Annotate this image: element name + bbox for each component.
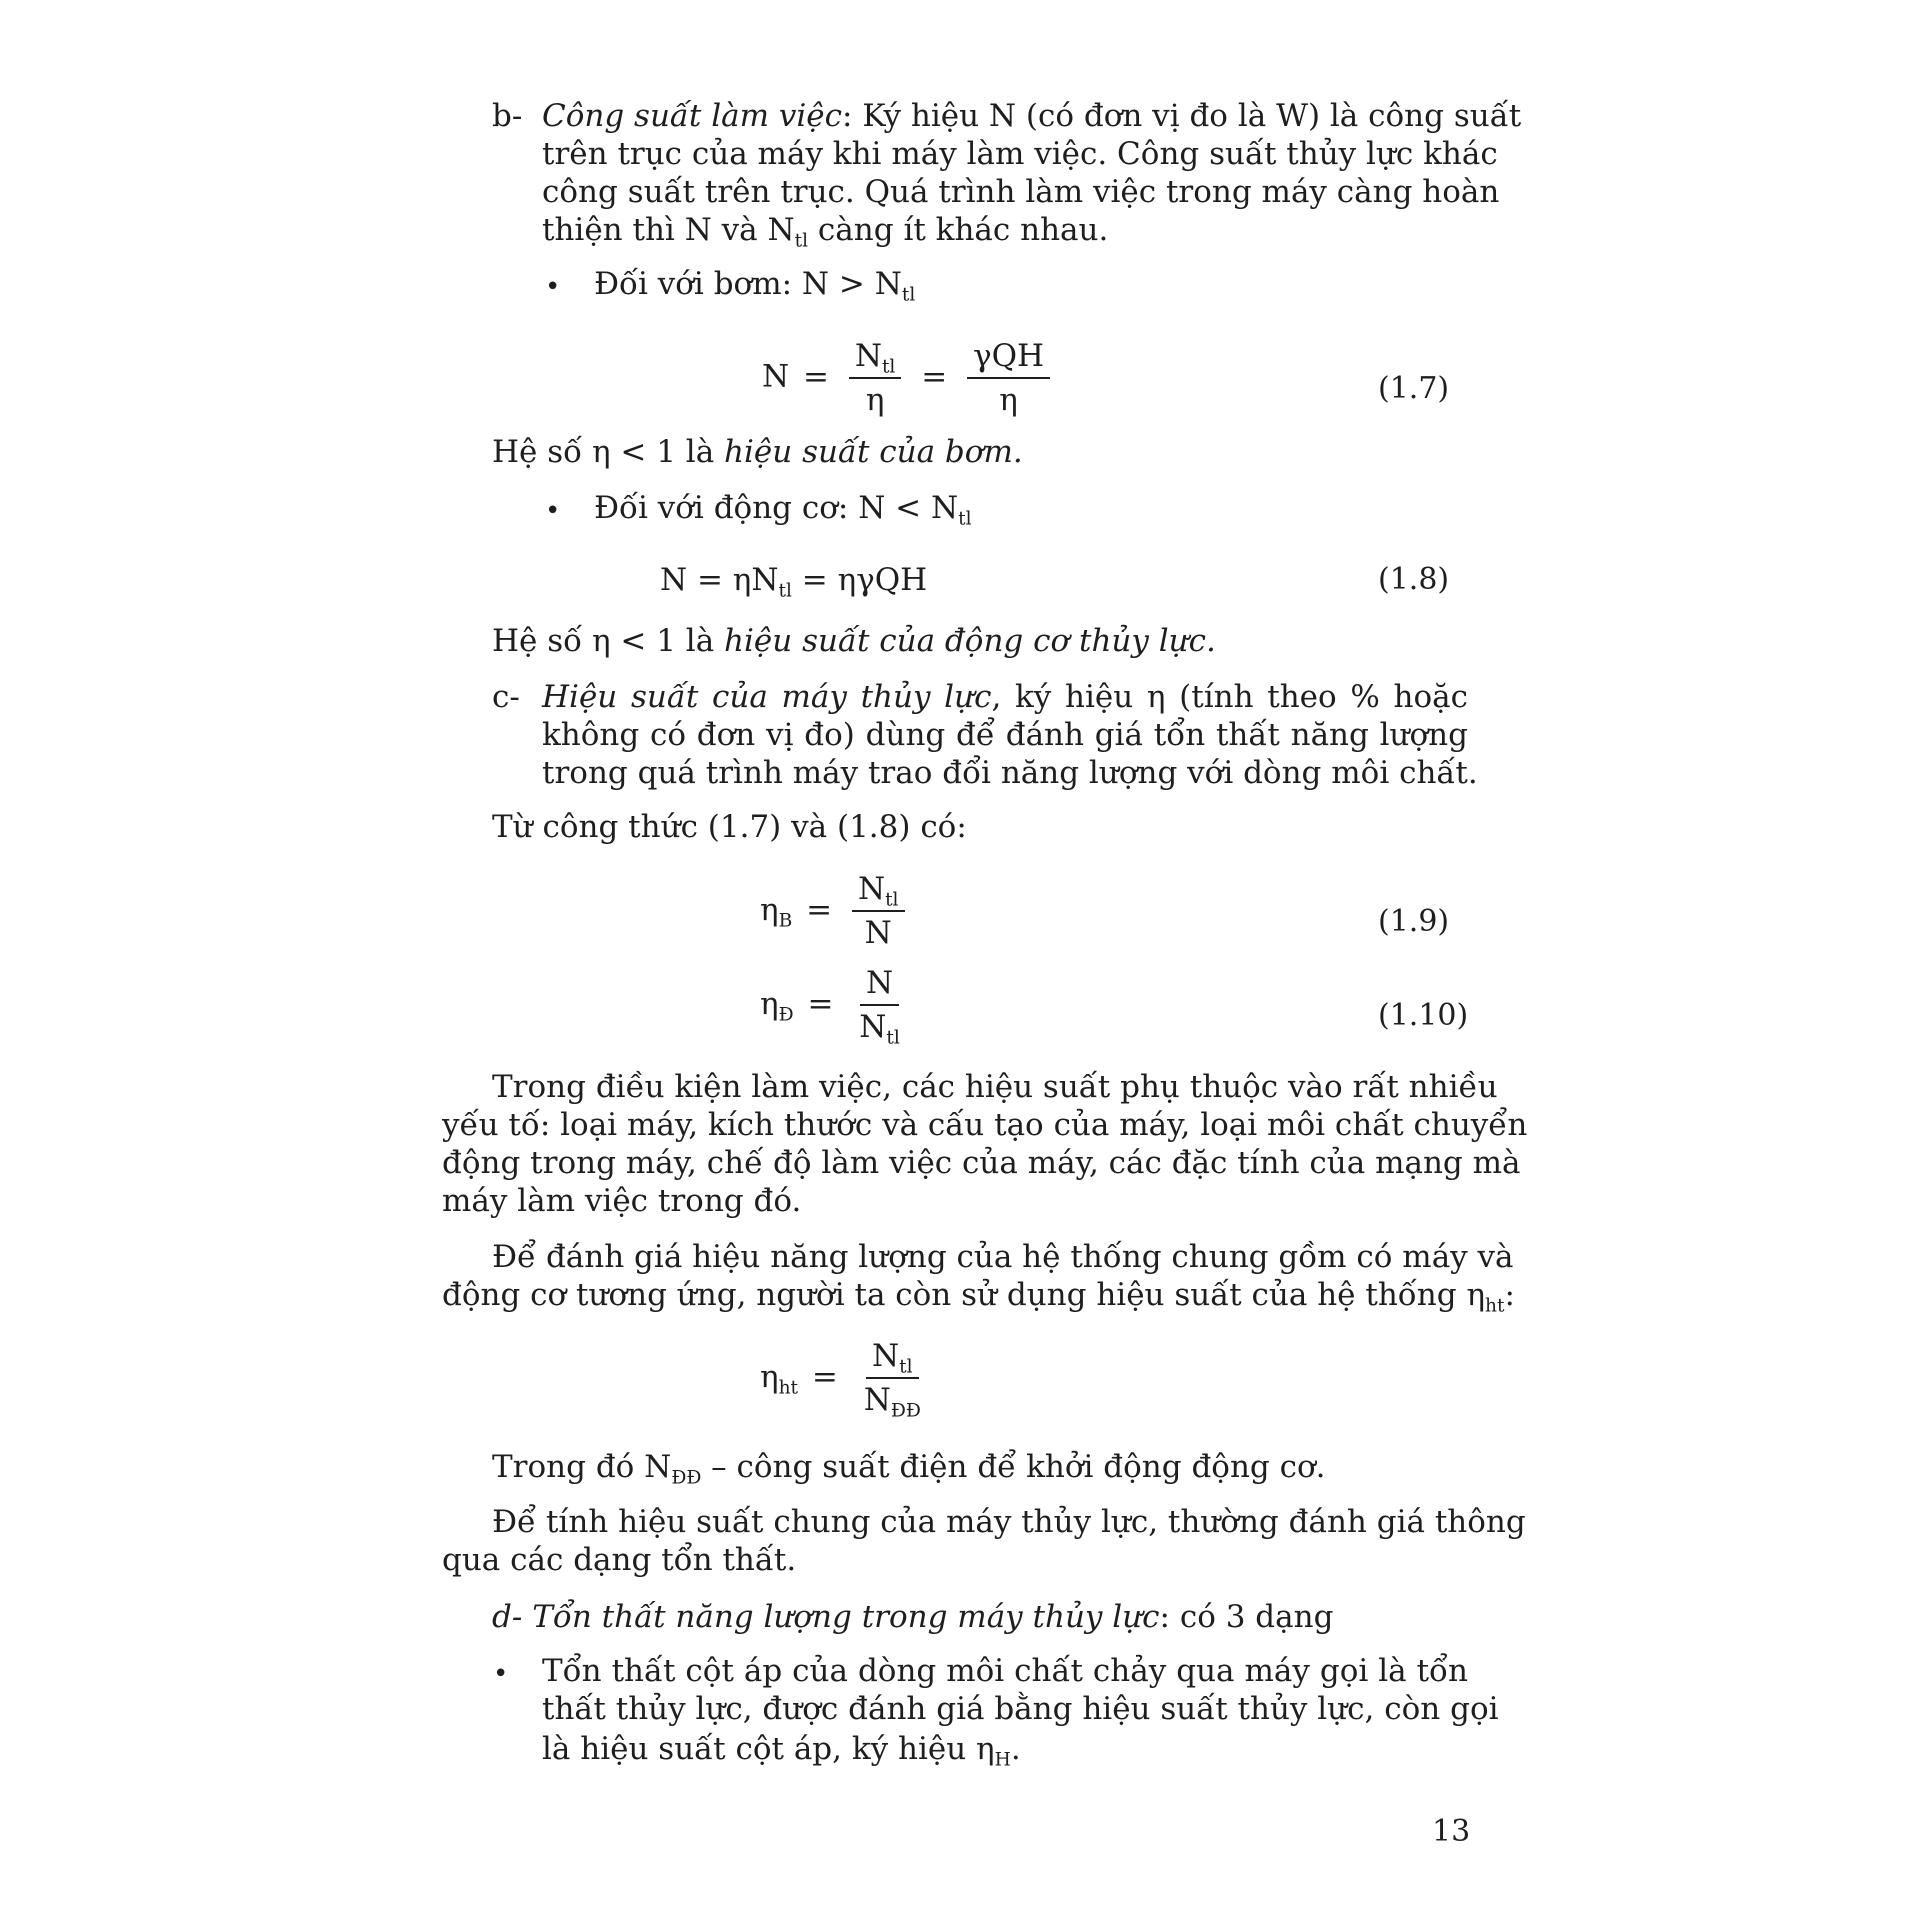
eq-1-9-num bbox=[852, 868, 905, 912]
para-2-line-2-b: : bbox=[1504, 1277, 1515, 1313]
eq-ht-den bbox=[858, 1379, 927, 1421]
page-number: 13 bbox=[1432, 1814, 1471, 1849]
eq-1-9-lhs-sub: B bbox=[778, 910, 793, 931]
eq-1-10-den-sub: tl bbox=[886, 1027, 900, 1049]
para-1-line-1: Trong điều kiện làm việc, các hiệu suất phụ thuộc vào rất nhiều bbox=[492, 1069, 1498, 1105]
eq-1-8-sub: tl bbox=[778, 580, 792, 602]
where-b: – công suất điện để khởi động động cơ. bbox=[701, 1449, 1326, 1485]
eq-1-10-den bbox=[853, 1006, 906, 1048]
note-pump-text: Hệ số η < 1 là bbox=[492, 434, 725, 470]
bullet-pump-text bbox=[594, 265, 916, 306]
eq-ht-lhs-eta: η bbox=[760, 1358, 779, 1395]
equation-ht bbox=[760, 1335, 933, 1421]
eq-1-7-equals-1: = bbox=[802, 358, 829, 395]
eq-1-9-num-n: N bbox=[857, 871, 886, 907]
eq-ht-den-n: N bbox=[863, 1382, 891, 1418]
eq-1-10-den-n: N bbox=[859, 1009, 887, 1045]
para-2-line-2 bbox=[442, 1276, 1515, 1317]
note-motor bbox=[492, 622, 1216, 660]
eq-1-9-equals: = bbox=[806, 891, 833, 928]
eq-ht-den-sub: ĐĐ bbox=[890, 1400, 921, 1422]
eq-ht-lhs-sub: ht bbox=[778, 1377, 799, 1398]
note-motor-italic: hiệu suất của động cơ thủy lực. bbox=[724, 623, 1216, 659]
bullet-pump-main: Đối với bơm: N > N bbox=[594, 266, 902, 302]
bullet-loss-line-3-sub: H bbox=[994, 1749, 1011, 1771]
eq-ht-lhs bbox=[760, 1358, 799, 1398]
bullet-loss-line-2: thất thủy lực, được đánh giá bằng hiệu suất thủy lực, còn gọi bbox=[542, 1691, 1499, 1727]
eq-ht-fraction bbox=[858, 1335, 927, 1421]
section-d-rest: : có 3 dạng bbox=[1159, 1599, 1334, 1635]
equation-1-8-number: (1.8) bbox=[1378, 562, 1450, 597]
section-c-label: c- bbox=[492, 679, 520, 715]
eq-ht-num bbox=[866, 1335, 919, 1379]
section-c-line-2: không có đơn vị đo) dùng để đánh giá tổn thất năng lượng bbox=[542, 717, 1468, 753]
where-sub: ĐĐ bbox=[671, 1467, 702, 1489]
para-3-line-1: Để tính hiệu suất chung của máy thủy lực, thường đánh giá thông bbox=[492, 1504, 1526, 1540]
bullet-loss-line-3-b: . bbox=[1010, 1731, 1021, 1767]
bullet-motor-dot: • bbox=[545, 496, 561, 526]
equation-1-9-number: (1.9) bbox=[1378, 904, 1450, 939]
section-c-title: Hiệu suất của máy thủy lực bbox=[542, 679, 992, 715]
para-1-line-3: động trong máy, chế độ làm việc của máy, các đặc tính của mạng mà bbox=[442, 1145, 1521, 1181]
equation-1-10-number: (1.10) bbox=[1378, 998, 1469, 1033]
note-pump-italic: hiệu suất của bơm. bbox=[724, 434, 1023, 470]
para-2-line-2-sub: ht bbox=[1485, 1295, 1505, 1317]
bullet-loss-line-3 bbox=[542, 1730, 1021, 1771]
eq-1-10-lhs-sub: Đ bbox=[778, 1004, 794, 1025]
eq-ht-equals: = bbox=[811, 1358, 838, 1395]
bullet-loss-dot: • bbox=[493, 1659, 509, 1689]
where-a: Trong đó N bbox=[492, 1449, 672, 1485]
eq-1-7-lhs: N bbox=[762, 358, 790, 395]
eq-1-9-lhs bbox=[760, 891, 793, 931]
eq-1-7-equals-2: = bbox=[921, 358, 948, 395]
eq-1-10-equals: = bbox=[807, 985, 834, 1022]
eq-1-8-b: = ηγQH bbox=[791, 562, 928, 598]
eq-ht-num-n: N bbox=[872, 1338, 900, 1374]
section-b-line-1-text: : Ký hiệu N (có đơn vị đo là W) là công suất bbox=[842, 98, 1522, 134]
para-2-line-1: Để đánh giá hiệu năng lượng của hệ thống chung gồm có máy và bbox=[492, 1239, 1514, 1275]
section-b-line-4-b: càng ít khác nhau. bbox=[808, 212, 1109, 248]
bullet-motor-sub: tl bbox=[958, 508, 972, 530]
eq-1-7-fraction-1 bbox=[849, 335, 902, 421]
note-motor-text: Hệ số η < 1 là bbox=[492, 623, 725, 659]
eq-1-7-frac-1-num-n: N bbox=[854, 338, 882, 374]
eq-1-9-num-sub: tl bbox=[885, 889, 899, 911]
para-3-line-2: qua các dạng tổn thất. bbox=[442, 1542, 797, 1578]
para-1-line-4: máy làm việc trong đó. bbox=[442, 1183, 802, 1219]
section-d bbox=[492, 1598, 1333, 1636]
equation-1-8 bbox=[660, 561, 928, 602]
note-pump bbox=[492, 433, 1023, 471]
section-b-title: Công suất làm việc bbox=[542, 98, 843, 134]
eq-1-9-fraction bbox=[852, 868, 905, 954]
bullet-motor-text bbox=[594, 489, 972, 530]
bullet-pump-dot: • bbox=[545, 272, 561, 302]
eq-1-9-den: N bbox=[864, 915, 892, 951]
section-b-label: b- bbox=[492, 98, 523, 134]
para-1-line-2: yếu tố: loại máy, kích thước và cấu tạo của máy, loại môi chất chuyển bbox=[442, 1107, 1528, 1143]
bullet-loss-line-3-a: là hiệu suất cột áp, ký hiệu η bbox=[542, 1731, 995, 1767]
eq-1-7-frac-2-den: η bbox=[999, 382, 1018, 418]
section-b-line-3: công suất trên trục. Quá trình làm việc trong máy càng hoàn bbox=[542, 174, 1500, 210]
eq-1-7-fraction-2 bbox=[967, 335, 1050, 421]
section-b-line-4-a: thiện thì N và N bbox=[542, 212, 795, 248]
section-c-line-3: trong quá trình máy trao đổi năng lượng với dòng môi chất. bbox=[542, 755, 1478, 791]
equation-1-9 bbox=[760, 868, 911, 954]
bullet-pump-sub: tl bbox=[901, 284, 916, 306]
eq-1-9-lhs-eta: η bbox=[760, 891, 779, 928]
eq-1-7-frac-1-den: η bbox=[865, 382, 885, 418]
section-b-line-4-sub: tl bbox=[794, 230, 809, 252]
equation-1-7-number: (1.7) bbox=[1378, 371, 1450, 406]
eq-1-7-frac-2-num: γQH bbox=[967, 335, 1050, 379]
eq-1-10-num: N bbox=[860, 962, 899, 1006]
section-d-label: d- bbox=[492, 1599, 523, 1635]
section-d-title: Tổn thất năng lượng trong máy thủy lực bbox=[532, 1599, 1160, 1635]
eq-1-7-frac-1-num-sub: tl bbox=[881, 356, 896, 378]
where-line bbox=[492, 1448, 1326, 1489]
eq-ht-num-sub: tl bbox=[899, 1356, 913, 1378]
eq-1-8-a: N = ηN bbox=[660, 562, 779, 598]
eq-1-10-lhs-eta: η bbox=[760, 985, 779, 1022]
eq-1-10-lhs bbox=[760, 985, 794, 1025]
para-2-line-2-a: động cơ tương ứng, người ta còn sử dụng hiệu suất của hệ thống η bbox=[442, 1277, 1486, 1313]
section-c-line-1 bbox=[542, 678, 1468, 716]
equation-1-7 bbox=[762, 335, 1056, 421]
equation-1-10 bbox=[760, 962, 912, 1048]
bullet-motor-main: Đối với động cơ: N < N bbox=[594, 490, 959, 526]
eq-1-7-frac-1-num bbox=[849, 335, 902, 379]
section-b-line-4 bbox=[542, 211, 1109, 252]
eq-1-10-fraction bbox=[853, 962, 906, 1048]
bullet-loss-line-1: Tổn thất cột áp của dòng môi chất chảy qua máy gọi là tổn bbox=[542, 1653, 1468, 1689]
section-c-line-1-text: , ký hiệu η (tính theo % hoặc bbox=[991, 679, 1469, 715]
section-b-line-1 bbox=[542, 97, 1522, 135]
section-b-line-2: trên trục của máy khi máy làm việc. Công suất thủy lực khác bbox=[542, 136, 1498, 172]
from-formula-text: Từ công thức (1.7) và (1.8) có: bbox=[492, 809, 967, 845]
